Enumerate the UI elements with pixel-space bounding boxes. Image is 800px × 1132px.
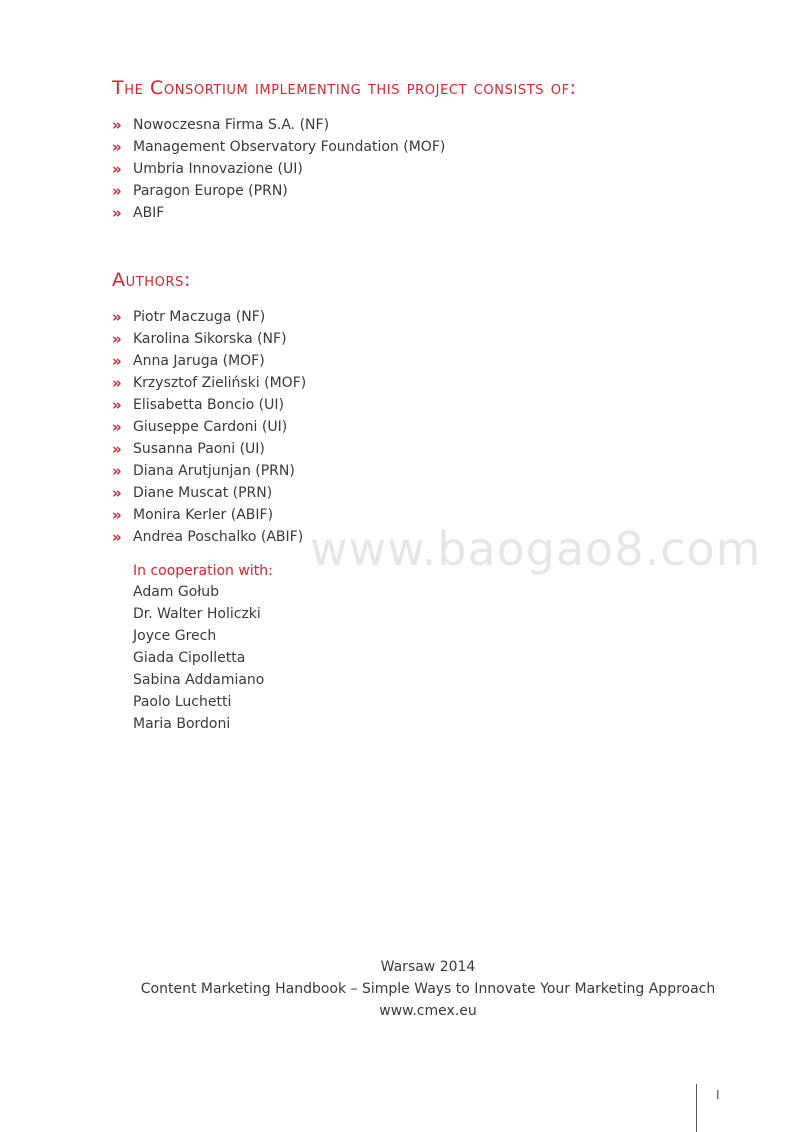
authors-heading: Authors: [112, 269, 191, 291]
author-name: Krzysztof Zieliński (MOF) [133, 375, 307, 391]
cooperation-name: Adam Gołub [133, 584, 220, 600]
author-name: Andrea Poschalko (ABIF) [133, 529, 304, 545]
footer-title: Content Marketing Handbook – Simple Ways to Innovate Your Marketing Approach [140, 981, 716, 997]
list-item [112, 460, 306, 482]
chevron-bullet-icon: » [112, 116, 122, 134]
author-name: Giuseppe Cardoni (UI) [133, 419, 288, 435]
list-item [112, 180, 445, 202]
page-divider [696, 1084, 697, 1132]
footer-place-year: Warsaw 2014 [380, 959, 476, 975]
author-name: Monira Kerler (ABIF) [133, 507, 274, 523]
list-item [112, 202, 445, 224]
consortium-member: Nowoczesna Firma S.A. (NF) [133, 117, 330, 133]
chevron-bullet-icon: » [112, 204, 122, 222]
list-item [112, 394, 306, 416]
list-item [112, 482, 306, 504]
chevron-bullet-icon: » [112, 182, 122, 200]
consortium-heading: The Consortium implementing this project consists of: [112, 77, 577, 99]
list-item [112, 438, 306, 460]
author-name: Susanna Paoni (UI) [133, 441, 265, 457]
cooperation-label: In cooperation with: [133, 563, 273, 579]
chevron-bullet-icon: » [112, 352, 122, 370]
chevron-bullet-icon: » [112, 396, 122, 414]
consortium-member: Umbria Innovazione (UI) [133, 161, 303, 177]
cooperation-name: Giada Cipolletta [133, 650, 246, 666]
watermark: www.baogao8.com [310, 522, 762, 576]
chevron-bullet-icon: » [112, 528, 122, 546]
page-number: I [716, 1088, 720, 1102]
author-name: Piotr Maczuga (NF) [133, 309, 266, 325]
author-name: Diana Arutjunjan (PRN) [133, 463, 295, 479]
chevron-bullet-icon: » [112, 418, 122, 436]
chevron-bullet-icon: » [112, 506, 122, 524]
list-item [112, 306, 306, 328]
chevron-bullet-icon: » [112, 160, 122, 178]
footer-url: www.cmex.eu [379, 1003, 477, 1019]
list-item [112, 328, 306, 350]
consortium-member: Management Observatory Foundation (MOF) [133, 139, 446, 155]
author-name: Diane Muscat (PRN) [133, 485, 273, 501]
list-item [112, 504, 306, 526]
consortium-list [112, 114, 445, 224]
author-name: Karolina Sikorska (NF) [133, 331, 287, 347]
chevron-bullet-icon: » [112, 374, 122, 392]
list-item [112, 114, 445, 136]
list-item [112, 526, 306, 548]
author-name: Elisabetta Boncio (UI) [133, 397, 284, 413]
author-name: Anna Jaruga (MOF) [133, 353, 265, 369]
list-item [112, 158, 445, 180]
chevron-bullet-icon: » [112, 330, 122, 348]
chevron-bullet-icon: » [112, 308, 122, 326]
chevron-bullet-icon: » [112, 484, 122, 502]
consortium-member: Paragon Europe (PRN) [133, 183, 288, 199]
list-item [112, 372, 306, 394]
list-item [112, 136, 445, 158]
list-item [112, 416, 306, 438]
cooperation-name: Sabina Addamiano [133, 672, 265, 688]
chevron-bullet-icon: » [112, 440, 122, 458]
authors-list [112, 306, 306, 548]
consortium-member: ABIF [133, 205, 165, 221]
cooperation-name: Paolo Luchetti [133, 694, 232, 710]
cooperation-list [133, 581, 264, 735]
cooperation-name: Joyce Grech [133, 628, 217, 644]
chevron-bullet-icon: » [112, 138, 122, 156]
cooperation-name: Maria Bordoni [133, 716, 231, 732]
chevron-bullet-icon: » [112, 462, 122, 480]
list-item [112, 350, 306, 372]
cooperation-name: Dr. Walter Holiczki [133, 606, 261, 622]
